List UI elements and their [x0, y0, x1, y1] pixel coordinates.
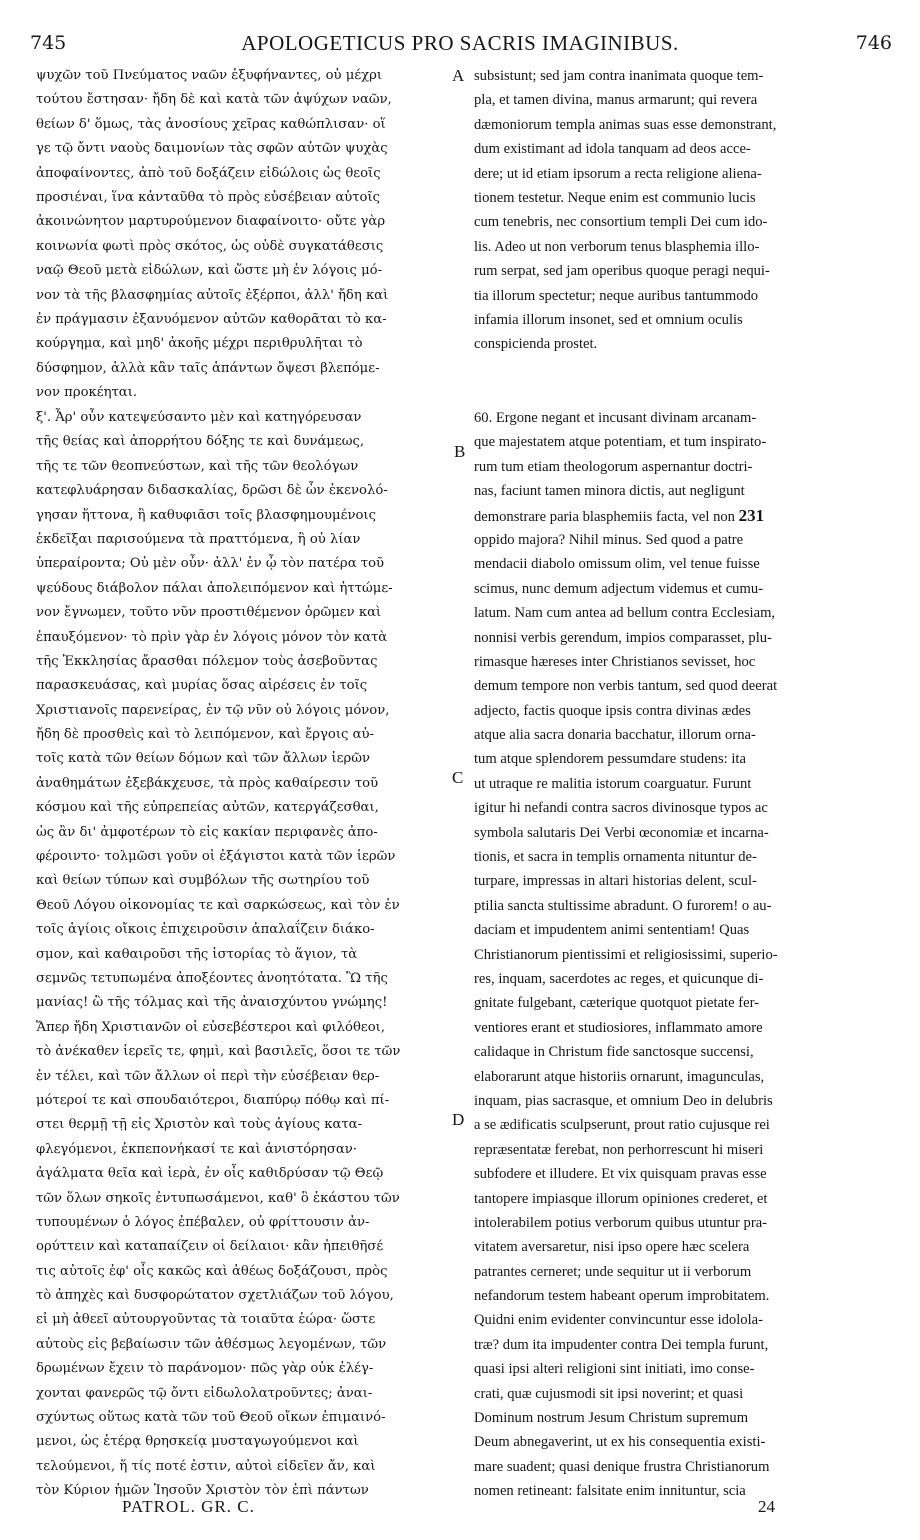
latin-line: træ? dum ita impudenter contra Dei templa furunt,	[474, 1336, 769, 1353]
latin-line: tantopere impiasque illorum opiniones crederet, et	[474, 1190, 768, 1207]
greek-line: νον προκέηται.	[36, 385, 138, 401]
greek-line: σεμνῶς τετυπωμένα ἀποξέοντες ἀνοητότατα. Ὢ τῆς	[36, 970, 388, 986]
latin-line: tionem testetur. Neque enim est communio lucis	[474, 189, 756, 206]
greek-line: θείων δ' ὅμως, τὰς ἀνοσίους χεῖρας καθώπλισαν· οἵ	[36, 116, 386, 132]
greek-paragraph-60	[36, 406, 460, 1504]
column-number: 231	[738, 505, 765, 525]
greek-line: ἐν πράγμασιν ἐξανυόμενον αὐτῶν καθορᾶται τὸ κα-	[36, 311, 387, 327]
greek-line: χονται φανερῶς τῷ ὄντι εἰδωλολατροῦντες; ἀναι-	[36, 1385, 373, 1401]
latin-paragraph-60	[474, 406, 890, 1504]
latin-line: rum serpat, sed jam operibus quoque peragi nequi-	[474, 263, 770, 280]
latin-line: subfodere et illudere. Et vix quisquam pravas esse	[474, 1166, 767, 1183]
latin-line: turpare, impressas in altari historias delent, scul-	[474, 873, 757, 890]
latin-column	[474, 64, 890, 1500]
latin-line: gnitate fulgebant, cæterique quotquot pietate fer-	[474, 995, 759, 1012]
latin-line: subsistunt; sed jam contra inanimata quoque tem-	[474, 68, 764, 84]
greek-line: ψυχῶν τοῦ Πνεύματος ναῶν ἐξυφήναντες, οὐ μέχρι	[36, 68, 383, 83]
latin-line: daciam et impudentem animi sententiam! Quas	[474, 922, 750, 939]
latin-line: calidaque in Christum fide sanctosque succensi,	[474, 1044, 754, 1061]
latin-line: repræsentatæ ferebat, non perhorrescunt hi miseri	[474, 1141, 764, 1158]
greek-line: δύσφημον, ἀλλὰ κἂν ταῖς ἁπάντων ὄψεσι βλεπόμε-	[36, 360, 380, 376]
greek-line: τελούμενοι, ἥ τίς ποτέ ἐστιν, αὐτοὶ εἰδεῖεν ἄν, καὶ	[36, 1458, 376, 1474]
running-title: APOLOGETICUS PRO SACRIS IMAGINIBUS.	[241, 31, 679, 55]
greek-line: ἐν τέλει, καὶ τῶν ἄλλων οἱ περὶ τὴν εὐσέβειαν θερ-	[36, 1068, 380, 1084]
right-page-number: 746	[855, 32, 892, 54]
latin-line: nomen retineant: falsitate enim innituntur, scia	[474, 1483, 746, 1500]
greek-line: ἐκδεῖξαι παρισούμενα τὰ πραττόμενα, ἢ οὐ λίαν	[36, 531, 361, 547]
greek-line: καὶ θείων τύπων καὶ συμβόλων τῆς σωτηρίου τοῦ	[36, 873, 370, 889]
greek-line: τούτου ἔστησαν· ἤδη δὲ καὶ κατὰ τῶν ἀψύχων ναῶν,	[36, 92, 392, 108]
greek-line: αὐτοὺς εἰς βεβαίωσιν τῶν ἀθέσμως λεγομένων, τῶν	[36, 1336, 387, 1352]
greek-line: κοινωνία φωτὶ πρὸς σκότος, ὡς οὐδὲ συγκατάθεσις	[36, 238, 384, 254]
latin-line: infamia illorum insonet, sed et omnium oculis	[474, 311, 743, 328]
latin-line-text: demonstrare paria blasphemiis facta, vel non	[474, 508, 739, 525]
margin-marker-c: C	[452, 768, 464, 787]
latin-line: Dominum nostrum Jesum Christum supremum	[474, 1410, 749, 1427]
latin-line: oppido majora? Nihil minus. Sed quod a patre	[474, 531, 744, 548]
greek-line: ἀγάλματα θεῖα καὶ ἱερὰ, ἐν οἷς καθιδρύσαν τῷ Θεῷ	[36, 1166, 384, 1182]
greek-line: φλεγόμενοι, ἐκπεπονήκασί τε καὶ ἀνιστόρησαν·	[36, 1141, 357, 1157]
latin-line: nefandorum testem habeant operum improbitatem.	[474, 1288, 770, 1305]
greek-line: στει θερμῇ τῇ εἰς Χριστὸν καὶ τοὺς ἁγίους κατα-	[36, 1117, 363, 1133]
latin-line: 60. Ergone negant et incusant divinam arcanam-	[474, 410, 757, 426]
left-page-number: 745	[30, 32, 67, 54]
latin-line: ut utraque re malitia istorum coarguatur. Furunt	[474, 775, 752, 792]
greek-line: ψεύδους διάβολον πάλαι ἀπολειπόμενον καὶ ἡττώμε-	[36, 580, 393, 596]
latin-line: rimasque hæreses inter Christianos sevisset, hoc	[474, 653, 756, 670]
latin-line: res, inquam, sacerdotes ac reges, et quicunque di-	[474, 970, 764, 987]
greek-line: κόσμου καὶ τῆς εὐπρεπείας αὐτῶν, κατεργάζεσθαι,	[36, 800, 379, 816]
greek-line: νον ἔγνωμεν, τοῦτο νῦν προστιθέμενον ὁρῶμεν καὶ	[36, 605, 382, 621]
latin-line: demum tempore non verbis tantum, sed quod deerat	[474, 678, 778, 695]
greek-column	[36, 64, 460, 1499]
latin-line: scimus, nunc demum adjectum videmus et cumu-	[474, 580, 763, 597]
greek-line: κούργημα, καὶ μηδ' ἀκοῆς μέχρι περιθρυλῆται τὸ	[36, 336, 363, 352]
latin-line: tionis, et sacra in templis ornamenta nituntur de-	[474, 849, 757, 866]
greek-line: Χριστιανοῖς παρενείρας, ἐν τῷ νῦν οὐ λόγοις μόνον,	[36, 702, 390, 718]
greek-line: ξ'. Ἆρ' οὖν κατεψεύσαντο μὲν καὶ κατηγόρευσαν	[36, 410, 362, 425]
margin-marker-b: B	[454, 442, 466, 461]
greek-line: προσιέναι, ἵνα κἀνταῦθα τὸ πρὸς εὐσέβειαν αὐτοῖς	[36, 189, 381, 205]
greek-line: Θεοῦ Λόγου οἰκονομίας τε καὶ σαρκώσεως, καὶ τὸν ἐν	[36, 897, 400, 913]
latin-line: igitur hi nefandi contra sacros divinosque typos ac	[474, 800, 768, 817]
footer-signature-number: 24	[758, 1497, 775, 1516]
greek-line: γε τῷ ὄντι ναοὺς δαιμονίων τὰς σφῶν αὐτῶν ψυχὰς	[36, 141, 388, 157]
greek-line: ἤδη δὲ προσθεὶς καὶ τὸ λειπόμενον, καὶ ἔργοις αὐ-	[36, 727, 374, 743]
greek-line: ἐπαυξόμενον· τὸ πρὶν γὰρ ἐν λόγοις μόνον τὸν κατὰ	[36, 629, 388, 645]
greek-line: ορύττειν καὶ καταπαίζειν οἱ δείλαιοι· κἂν ἠπειθῆσέ	[36, 1239, 384, 1255]
greek-line: ἀποφαίνοντες, ἀπὸ τοῦ δοξάζειν εἰδώλοις ὡς θεοῖς	[36, 165, 381, 181]
latin-line: dæmoniorum templa animas suas esse demonstrant,	[474, 116, 777, 133]
latin-line: tum atque splendorem pessumdare studens: ita	[474, 751, 746, 768]
latin-line: intolerabilem potius verborum quibus utuntur pra-	[474, 1214, 768, 1231]
greek-line: τῆς θείας καὶ ἀπορρήτου δόξης τε καὶ δυνάμεως,	[36, 434, 365, 450]
greek-line: τοῖς ἁγίοις οἴκοις ἐπιχειροῦσιν ἀπαλαΐζειν διάκο-	[36, 922, 375, 938]
greek-line: τὸ ἀπηχὲς καὶ δυσφορώτατον σχετλιάζων τοῦ λόγου,	[36, 1288, 394, 1304]
footer-series-label: PATROL. GR. C.	[122, 1497, 255, 1516]
greek-line: τοῖς κατὰ τῶν θείων δόμων καὶ τῶν ἄλλων ἱερῶν	[36, 751, 370, 767]
latin-line: dere; ut id etiam ipsorum a recta religione aliena-	[474, 165, 762, 182]
greek-line: κατεφλυάρησαν διδασκαλίας, δρῶσι δὲ ὧν ἐκενολό-	[36, 483, 388, 499]
greek-line: γησαν ἥττονα, ἢ καθυφιᾶσι τοῖς βλασφημουμένοις	[36, 507, 376, 523]
greek-line: τὸν Κύριον ἡμῶν Ἰησοῦν Χριστὸν τὸν ἐπὶ πάντων	[36, 1483, 369, 1499]
latin-line: ventiores erant et studiosiores, inflammato amore	[474, 1019, 763, 1036]
latin-line: Deum abnegaverint, ut ex his consequentia existi-	[474, 1434, 766, 1451]
greek-line: Ἅπερ ἤδη Χριστιανῶν οἱ εὐσεβέστεροι καὶ φιλόθεοι,	[36, 1019, 386, 1035]
latin-paragraph-1	[474, 64, 890, 357]
greek-line: παρασκευάσας, καὶ μυρίας ὅσας αἱρέσεις ἐν τοῖς	[36, 678, 368, 694]
latin-line: cum tenebris, nec consortium templi Dei cum ido-	[474, 214, 768, 231]
latin-line: conspicienda prostet.	[474, 336, 598, 353]
greek-line: μενοι, ὡς ἑτέρᾳ θρησκείᾳ μυσταγωγούμενοι καὶ	[36, 1434, 359, 1450]
greek-line: σχύντως οὕτως κατὰ τῶν τοῦ Θεοῦ οἴκων ἐπιμαινό-	[36, 1410, 386, 1426]
margin-marker-d: D	[452, 1110, 465, 1129]
latin-line: inquam, pias sacrasque, et omnium Deo in delubris	[474, 1092, 773, 1109]
greek-line: νον τὰ τῆς βλασφημίας αὐτοῖς ἐξέρποι, ἀλλ' ἤδη καὶ	[36, 287, 389, 303]
latin-line: nonnisi verbis gerendum, impios comparasset, plu-	[474, 629, 772, 646]
latin-line: Christianorum pientissimi et religiosissimi, superio-	[474, 946, 778, 963]
greek-line: τυπουμένων ὁ λόγος ἐπέβαλεν, οὐ φρίττουσιν ἀν-	[36, 1214, 370, 1230]
latin-line: mendacii diabolo omissum olim, vel tenue fuisse	[474, 556, 760, 573]
latin-line: elaborarunt atque historiis ornarunt, imagunculas,	[474, 1068, 765, 1085]
latin-line: quasi ipsi alteri religioni sint initiati, imo conse-	[474, 1361, 755, 1378]
latin-line: tia illorum spectetur; neque auribus tantummodo	[474, 287, 759, 304]
latin-line: a se ædificatis sculpserunt, prout ratio cujusque rei	[474, 1117, 770, 1134]
latin-line: nas, faciunt tamen minora dictis, aut negligunt	[474, 483, 745, 500]
greek-line: τὸ ἀνέκαθεν ἱερεῖς τε, φημὶ, καὶ βασιλεῖς, ὅσοι τε τῶν	[36, 1044, 401, 1060]
latin-line	[474, 504, 890, 528]
latin-line: adjecto, factis quoque ipsis contra divinas ædes	[474, 702, 751, 719]
latin-line: crati, quæ cujusmodi sit ipsi noverint; et quasi	[474, 1385, 744, 1402]
latin-line: Quidni enim evidenter convincuntur esse idolola-	[474, 1312, 763, 1329]
greek-line: μανίας! ὢ τῆς τόλμας καὶ τῆς ἀναισχύντου γνώμης!	[36, 995, 388, 1011]
greek-line: ὡς ἂν δι' ἀμφοτέρων τὸ εἰς κακίαν περιφανὲς ἀπο-	[36, 824, 378, 840]
greek-line: σμον, καὶ καθαιροῦσι τῆς ἱστορίας τὸ ἅγιον, τὰ	[36, 946, 358, 962]
latin-line: pla, et tamen divina, manus armarunt; qui revera	[474, 92, 758, 109]
latin-line: dum existimant ad idola tanquam ad deos acce-	[474, 141, 751, 158]
greek-line: τις αὐτοῖς ἐφ' οἷς κακῶς καὶ ἀθέως δοξάζουσι, πρὸς	[36, 1263, 388, 1279]
greek-line: τῶν ὅλων σηκοῖς ἐντυπωσάμενοι, καθ' ὃ ἑκάστου τῶν	[36, 1190, 400, 1206]
latin-line: atque alia sacra donaria bacchatur, illorum orna-	[474, 727, 756, 744]
greek-line: ἀκοινώνητον μαρτυρούμενον διαφαίνοιτο· οὔτε γὰρ	[36, 214, 386, 230]
latin-line: mare suadent; quasi denique frustra Christianorum	[474, 1458, 770, 1475]
latin-line: ptilia sancta stultissime abradunt. O furorem! o au-	[474, 897, 772, 914]
latin-line: patrantes cerneret; unde sequitur ut ii verborum	[474, 1263, 752, 1280]
greek-line: ὑπεραίροντα; Οὐ μὲν οὖν· ἀλλ' ἐν ᾧ τὸν πατέρα τοῦ	[36, 556, 385, 572]
margin-marker-a: A	[452, 66, 465, 85]
greek-line: φέροιντο· τολμῶσι γοῦν οἱ ἐξάγιστοι κατὰ τῶν ἱερῶν	[36, 849, 396, 865]
greek-line: μότεροί τε καὶ σπουδαιότεροι, διαπύρῳ πόθῳ καὶ πί-	[36, 1092, 390, 1108]
greek-line: ἀναθημάτων ἐξεβάκχευσε, τὰ πρὸς καθαίρεσιν τοῦ	[36, 775, 379, 791]
latin-line: latum. Nam cum antea ad bellum contra Ecclesiam,	[474, 605, 776, 622]
greek-paragraph-1	[36, 64, 460, 405]
latin-line: rum tum etiam theologorum aspernantur doctri-	[474, 458, 753, 475]
greek-line: τῆς τε τῶν θεοπνεύστων, καὶ τῆς τῶν θεολόγων	[36, 458, 359, 474]
latin-line: vitatem aversaretur, nisi ipso opere hæc scelera	[474, 1239, 750, 1256]
latin-line: lis. Adeo ut non verborum tenus blasphemia illo-	[474, 238, 760, 255]
greek-line: δρωμένων ἔχειν τὸ παράνομον· πῶς γὰρ οὐκ ἐλέγ-	[36, 1361, 374, 1377]
greek-line: ναῷ Θεοῦ μετὰ εἰδώλων, καὶ ὥστε μὴ ἐν λόγοις μό-	[36, 263, 383, 279]
latin-line: symbola salutaris Dei Verbi œconomiæ et incarna-	[474, 824, 769, 841]
greek-line: τῆς Ἐκκλησίας ἄρασθαι πόλεμον τοὺς ἀσεβοῦντας	[36, 653, 378, 669]
latin-line: que majestatem atque potentiam, et tum inspirato-	[474, 434, 767, 451]
greek-line: εἰ μὴ ἀθεεῖ αὐτουργοῦντας τὰ τοιαῦτα ἑώρα· ὥστε	[36, 1312, 376, 1328]
